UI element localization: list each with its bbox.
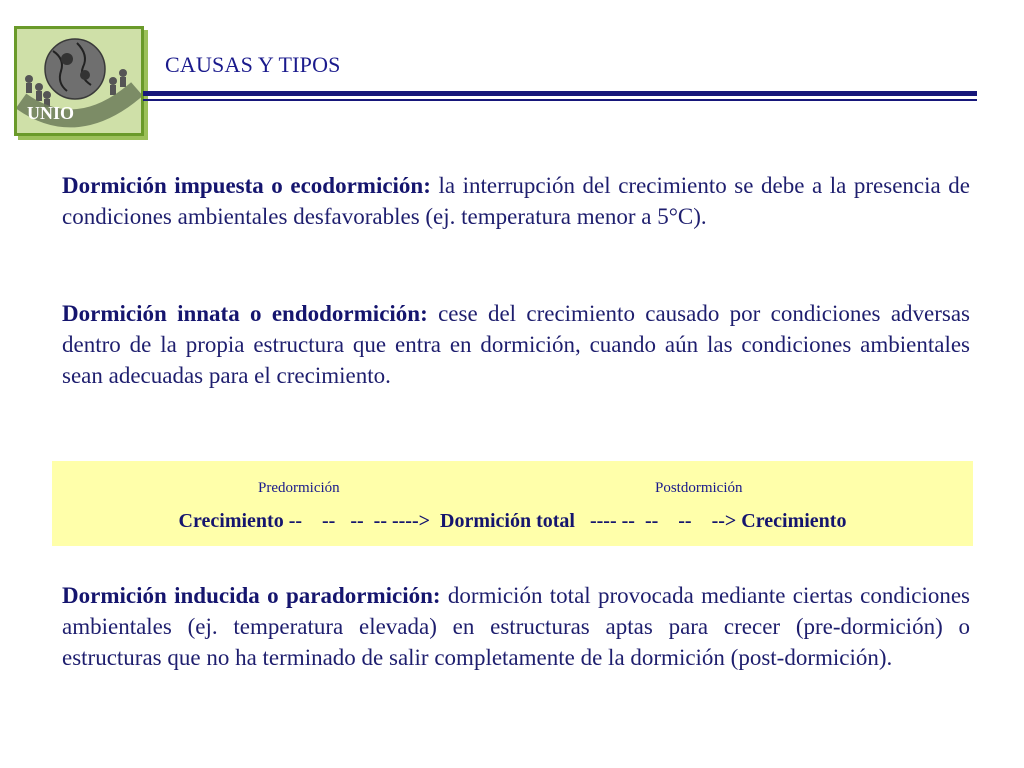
- definition-term: Dormición inducida o paradormición:: [62, 583, 441, 608]
- university-logo: [14, 26, 144, 136]
- dormancy-sequence: Crecimiento -- -- -- -- ----> Dormición total ---- -- -- -- --> Crecimiento: [178, 510, 847, 532]
- definition-term: Dormición impuesta o ecodormición:: [62, 173, 431, 198]
- definition-paradormancy: [62, 580, 970, 673]
- dormancy-flow-diagram: [52, 461, 973, 546]
- postdormancy-label: Postdormición: [655, 480, 743, 496]
- definition-endodormancy: [62, 298, 970, 391]
- predormancy-label: Predormición: [258, 480, 340, 496]
- globe-emblem-icon: [17, 29, 141, 133]
- definition-text: dormición total provocada mediante ciertas condiciones ambientales (ej. temperatura elevada) en estructuras aptas para crecer (pre-dormición) o estructuras que no ha terminado de salir completamente de la dormición (post-dormición).: [62, 583, 971, 670]
- definition-term: Dormición innata o endodormición:: [62, 301, 428, 326]
- definition-ecodormancy: [62, 170, 970, 232]
- logo-lettering: UNIO: [27, 103, 75, 123]
- title-rule-thin: [143, 99, 977, 101]
- page-title: CAUSAS Y TIPOS: [165, 52, 341, 77]
- definition-text: cese del crecimiento causado por condiciones adversas dentro de la propia estructura que entra en dormición, cuando aún las condiciones ambientales sean adecuadas para el crecimiento.: [62, 301, 970, 388]
- definition-text: la interrupción del crecimiento se debe a la presencia de condiciones ambientales desfavorables (ej. temperatura menor a 5°C).: [62, 173, 970, 229]
- title-rule-thick: [143, 91, 977, 96]
